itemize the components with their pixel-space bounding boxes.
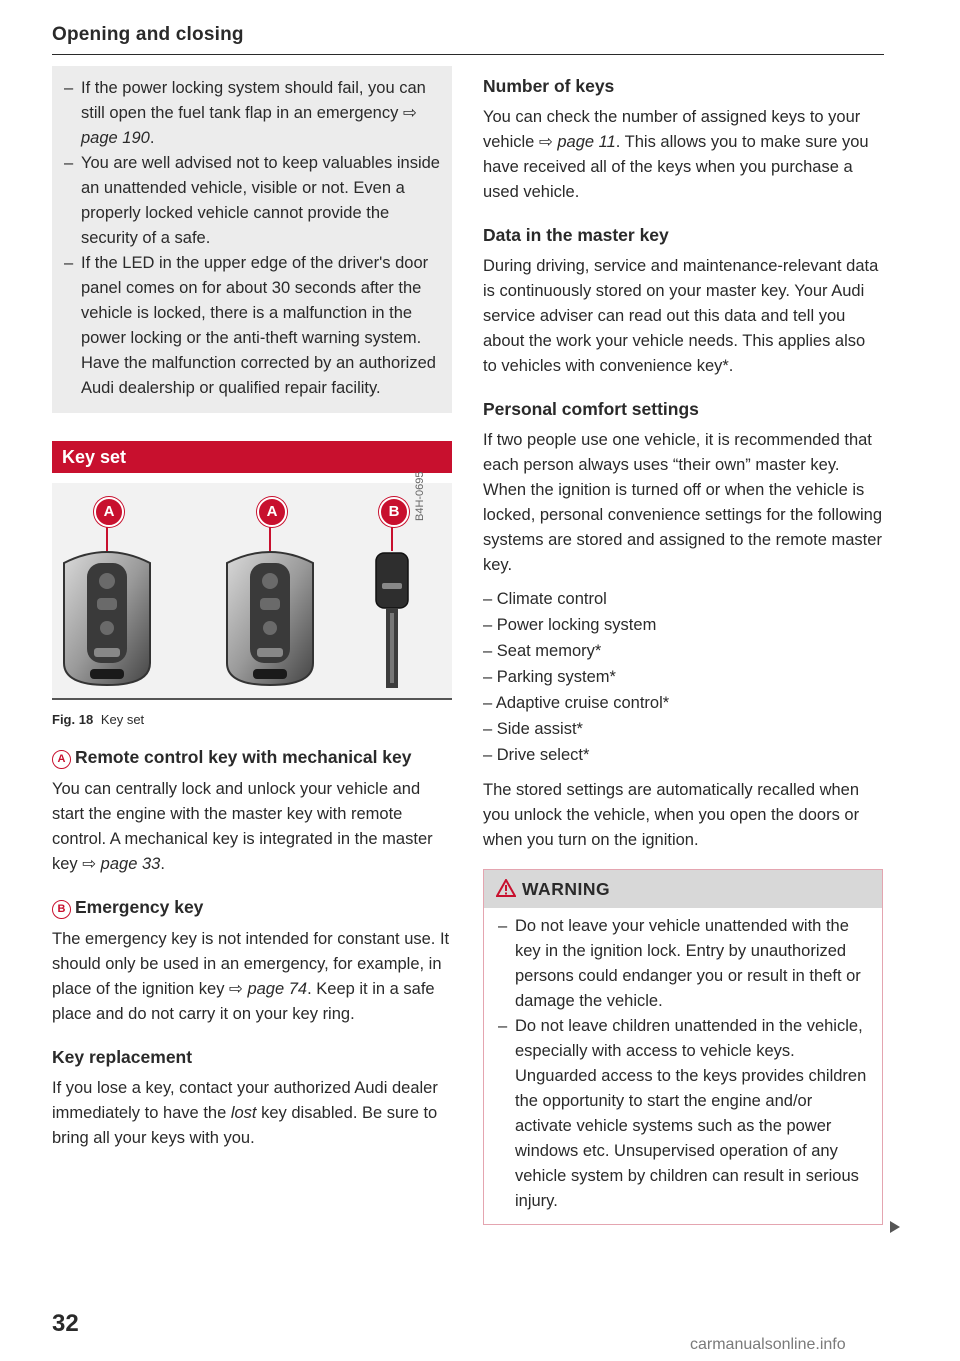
list-item: – Side assist* [483,720,583,738]
comfort-text: If two people use one vehicle, it is recommended that each person always uses “their own” master key. When the ignition is turned off or when the vehicle is locked, personal convenience settings for the following systems are stored and assigned to the remote master key. [483,431,882,574]
continue-arrow-icon [890,1221,900,1233]
list-item: – Parking system* [483,668,616,686]
watermark: carmanualsonline.info [690,1336,846,1353]
page-link[interactable]: ⇨ page 74 [229,980,308,998]
emergency-key-text: The emergency key is not intended for constant use. It should only be used in an emergency, for example, in place of the ignition key ⇨ page 74. Keep it in a safe place and do not carry it on your key ring. [52,930,450,1023]
note-item: – If the power locking system should fail, you can still open the fuel tank flap in an emergency ⇨ page 190. [64,76,440,151]
callout-b: B [379,497,409,527]
warning-box [483,869,883,1225]
right-column [483,66,883,1225]
page-number: 32 [52,1310,79,1337]
key-set-figure [52,471,452,700]
section-title-bar [52,441,452,473]
remote-key-text: You can centrally lock and unlock your vehicle and start the engine with the master key with remote control. A mechanical key is integrated in the master key ⇨ page 33. [52,780,433,873]
list-item: – Drive select* [483,746,590,764]
warning-title: WARNING [522,879,611,899]
list-item: – Adaptive cruise control* [483,694,670,712]
warning-list [498,914,868,1214]
warning-triangle-icon [496,879,516,897]
figure-caption [52,712,452,727]
page-link[interactable]: ⇨ page 33 [82,855,161,873]
note-box [52,66,452,413]
figure-caption-text: Key set [100,712,145,727]
figure-label: Fig. 18 [52,712,94,727]
chapter-title: Opening and closing [52,24,244,45]
warning-item: – Do not leave children unattended in the vehicle, especially with access to vehicle keys. Unguarded access to the keys provides children the opportunity to start the engine and/or activate vehicle systems such as the power windows etc. Unsupervised operation of any vehicle system by children can result in serious injury. [498,1014,868,1214]
master-key-text: During driving, service and maintenance-relevant data is continuously stored on your master key. Your Audi service adviser can read out this data and tell you about the work your vehicle needs. This applies also to vehicles with convenience key*. [483,257,879,375]
marker-a: A [52,750,71,769]
key-replacement-heading: Key replacement [52,1047,193,1067]
comfort-list [483,586,883,768]
page-link[interactable]: ⇨ page 11 [538,133,616,151]
list-item: – Climate control [483,590,607,608]
note-list [64,76,440,401]
warning-header [484,870,882,908]
list-item: – Power locking system [483,616,657,634]
number-of-keys-text: You can check the number of assigned keys to your vehicle ⇨ page 11. This allows you to make sure you have received all of the keys when you purchase a used vehicle. [483,108,869,201]
key-replacement-text: If you lose a key, contact your authorized Audi dealer immediately to have the lost key disabled. Be sure to bring all your keys with you. [52,1079,438,1147]
left-column [52,66,452,1151]
emergency-key-icon [376,553,408,688]
marker-b: B [52,900,71,919]
number-of-keys-heading: Number of keys [483,76,615,96]
figure-code: B4H-0695 [414,471,426,521]
page-link[interactable]: ⇨ page 190 [81,104,417,147]
comfort-heading: Personal comfort settings [483,399,699,419]
note-item: – If the LED in the upper edge of the driver's door panel comes on for about 30 seconds after the vehicle is locked, there is a malfunction in the power locking or the anti-theft warning system. Have the malfunction corrected by an authorized Audi dealership or qualified repair facility. [64,251,440,401]
note-item: – You are well advised not to keep valuables inside an unattended vehicle, visible or not. Even a properly locked vehicle cannot provide the security of a safe. [64,151,440,251]
callout-a: A [94,497,124,527]
emergency-key-heading: B Emergency key [52,897,452,919]
master-key-heading: Data in the master key [483,225,669,245]
remote-key-heading: A Remote control key with mechanical key [52,747,452,769]
callout-a: A [257,497,287,527]
running-header [52,24,884,55]
section-title: Key set [62,447,127,467]
list-item: – Seat memory* [483,642,602,660]
warning-body [484,908,882,1224]
master-key-icon [227,552,313,685]
warning-item: – Do not leave your vehicle unattended with the key in the ignition lock. Entry by unauthorized persons could endanger you or result in theft or damage the vehicle. [498,914,868,1014]
comfort-after-text: The stored settings are automatically recalled when you unlock the vehicle, when you open the doors or when you turn on the ignition. [483,781,860,849]
master-key-icon [64,552,150,685]
